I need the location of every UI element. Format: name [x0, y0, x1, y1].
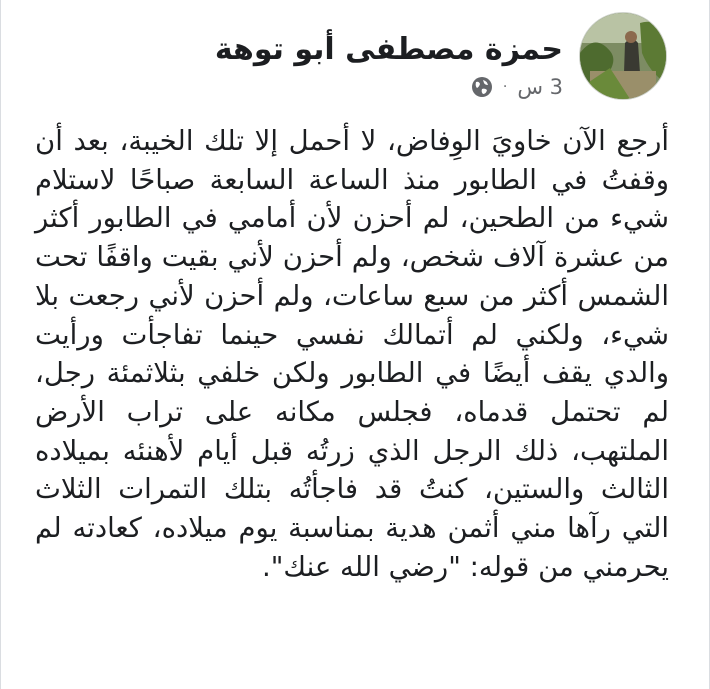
avatar[interactable]	[579, 12, 667, 100]
globe-icon[interactable]	[471, 76, 493, 98]
post-subline	[471, 74, 563, 100]
author-name[interactable]: حمزة مصطفى أبو توهة	[214, 32, 563, 67]
post-meta	[215, 12, 563, 100]
post-body-text: أرجع الآن خاويَ الوِفاض، لا أحمل إلا تلك الخيبة، بعد أن وقفتُ في الطابور منذ الساعة السابعة صباحًا لاستلام شيء من الطحين، لم أحزن لأن أمامي في الطابور أكثر من عشرة آلاف شخص، ولم أحزن لأني بقيت واقفًا تحت الشمس أكثر من سبع ساعات، ولم أحزن لأني رجعت بلا شيء، ولكني لم أتمالك نفسي حينما تفاجأت ورأيت والدي يقف أيضًا في الطابور ولكن خلفي بثلاثمئة رجل، لم تحتمل قدماه، فجلس مكانه على تراب الأرض الملتهب، ذلك الرجل الذي زرتُه قبل أيام لأهنئه بميلاده الثالث والستين، كنتُ قد فاجأتُه بتلك التمرات الثلاث التي رآها مني أثمن هدية بمناسبة يوم ميلاده، كعادته لم يحرمني من قوله: "رضي الله عنك".	[35, 125, 669, 583]
timestamp[interactable]: 3 س	[517, 75, 563, 99]
separator-dot: ·	[502, 79, 508, 95]
post-header	[41, 12, 667, 104]
profile-photo	[580, 13, 666, 99]
